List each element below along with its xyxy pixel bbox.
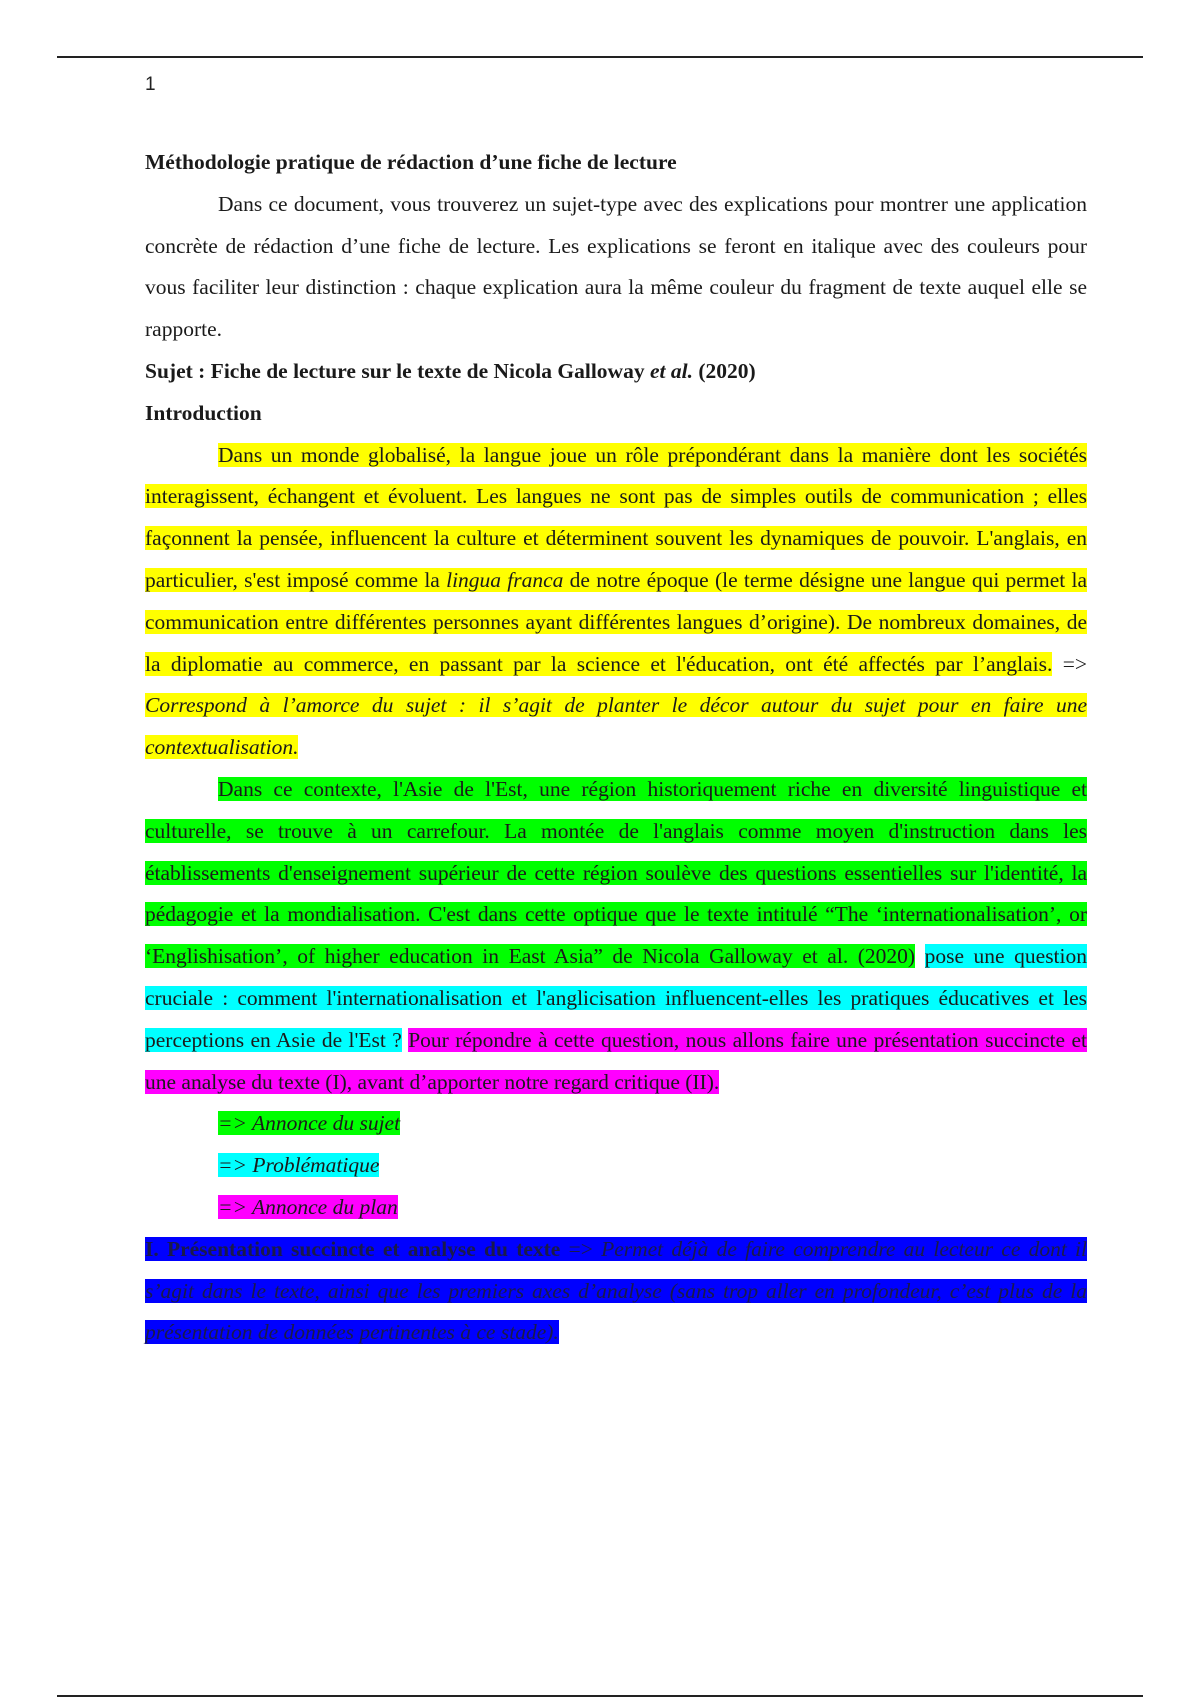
section-1-explanation: Permet déjà de faire comprendre au lecteur ce dont il s’agit dans le texte, ainsi que les premiers axes d’analyse (sans trop aller en profondeur, c’est plus de la présentation de données pertinentes à ce stade). [145,1236,1087,1345]
section-1-heading: I. Présentation succincte et analyse du texte [145,1236,561,1261]
header-rule [57,56,1143,58]
lingua-franca: lingua franca [446,567,564,592]
footer-rule [57,1695,1143,1697]
intro-paragraph: Dans ce document, vous trouverez un sujet-type avec des explications pour montrer une application concrète de rédaction d’une fiche de lecture. Les explications se feront en italique avec des couleurs pour vous faciliter leur distinction : chaque explication aura la même couleur du fragment de texte auquel elle se rapporte. [145,191,1087,342]
subject-etal: et al. [649,358,693,383]
document-body [145,142,1087,1354]
page-number: 1 [145,74,156,95]
section-1-arrow: => [560,1236,602,1261]
hook-text-part2: de notre époque (le terme désigne une langue qui permet la communication entre différentes personnes ayant différentes langues d’origine). De nombreux domaines, de la diplomatie au commerce, en passant par la science et l'éducation, ont été affectés par l’anglais. [145,567,1087,676]
subject-prefix: Sujet : Fiche de lecture sur le texte de Nicola Galloway [145,358,650,383]
plan-announcement-text: Pour répondre à cette question, nous allons faire une présentation succincte et une analyse du texte (I), avant d’apporter notre regard critique (II). [145,1027,1087,1094]
hook-arrow: => [1052,651,1087,676]
document-title: Méthodologie pratique de rédaction d’une fiche de lecture [145,150,677,174]
paragraph-hook [145,435,1087,769]
subject-suffix: (2020) [692,358,756,383]
problem-statement-text: pose une question cruciale : comment l'internationalisation et l'anglicisation influencent-elles les pratiques éducatives et les perceptions en Asie de l'Est ? [145,944,1088,1052]
annotation-problem-text: => Problématique [218,1153,380,1178]
hook-text [145,443,1087,676]
section-1 [145,1229,1087,1354]
hook-text-part1: Dans un monde globalisé, la langue joue un rôle prépondérant dans la manière dont les sociétés interagissent, échangent et évoluent. Les langues ne sont pas de simples outils de communication ; elles façonnent la pensée, influencent la culture et déterminent souvent les dynamiques de pouvoir. L'anglais, en particulier, s'est imposé comme la [145,442,1087,592]
introduction-heading: Introduction [145,400,262,425]
paragraph-context [145,769,1087,1103]
annotation-subject-text: => Annonce du sujet [218,1111,401,1136]
subject-line [145,351,1087,393]
annotation-plan [145,1187,1087,1229]
hook-explanation: Correspond à l’amorce du sujet : il s’agit de planter le décor autour du sujet pour en faire une contextualisation. [145,693,1087,760]
annotation-subject [145,1103,1087,1145]
subject-announcement-text: Dans ce contexte, l'Asie de l'Est, une région historiquement riche en diversité linguistique et culturelle, se trouve à un carrefour. La montée de l'anglais comme moyen d'instruction dans les établissements d'enseignement supérieur de cette région soulève des questions essentielles sur l'identité, la pédagogie et la mondialisation. C'est dans cette optique que le texte intitulé “The ‘internationalisation’, or ‘Englishisation’, of higher education in East Asia” de Nicola Galloway et al. (2020) [145,776,1087,969]
annotation-problem [145,1145,1087,1187]
annotation-plan-text: => Annonce du plan [218,1194,398,1219]
